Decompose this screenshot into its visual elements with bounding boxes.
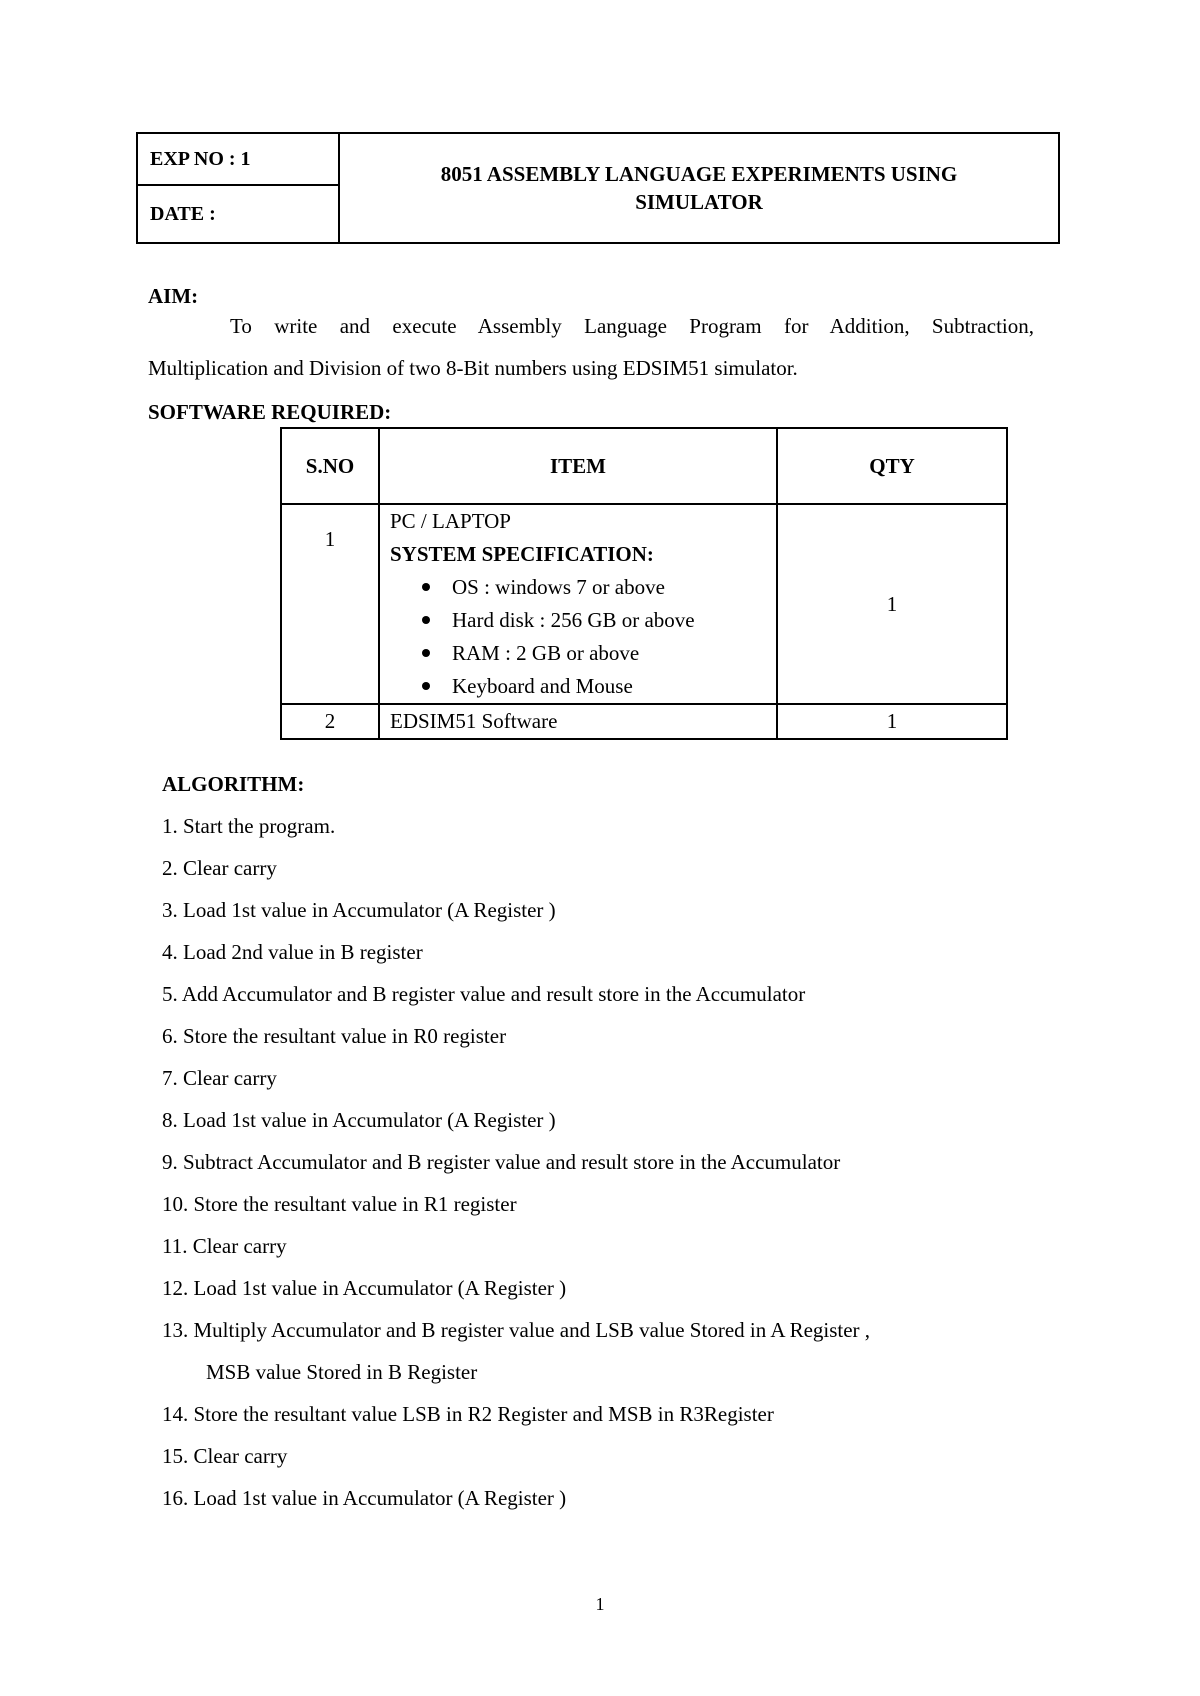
list-item: 8. Load 1st value in Accumulator (A Register ) (162, 1108, 556, 1132)
title-line-2: SIMULATOR (635, 190, 763, 214)
list-item: 12. Load 1st value in Accumulator (A Register ) (162, 1276, 567, 1300)
list-item: 4. Load 2nd value in B register (162, 940, 423, 964)
system-specification-title: SYSTEM SPECIFICATION: (390, 542, 654, 566)
list-item: 15. Clear carry (162, 1444, 288, 1468)
experiment-header (136, 132, 1060, 244)
list-item: 7. Clear carry (162, 1066, 277, 1090)
row-1-item (379, 504, 777, 704)
list-item: 3. Load 1st value in Accumulator (A Register ) (162, 898, 556, 922)
list-item: 5. Add Accumulator and B register value and result store in the Accumulator (162, 982, 806, 1006)
header-left-column (138, 134, 340, 242)
row-2-sno: 2 (281, 704, 379, 739)
list-item: 11. Clear carry (162, 1234, 287, 1258)
list-item: 9. Subtract Accumulator and B register value and result store in the Accumulator (162, 1150, 841, 1174)
experiment-title (340, 134, 1058, 242)
row-1-item-name: PC / LAPTOP (390, 509, 511, 533)
aim-text-line-1 (148, 305, 1034, 347)
list-item: 1. Start the program. (162, 814, 336, 838)
column-header-item: ITEM (379, 428, 777, 504)
table-header-row (281, 428, 1007, 504)
spec-item-keyboard-mouse: Keyboard and Mouse (452, 670, 766, 703)
exp-no-cell: EXP NO : 1 (138, 134, 338, 186)
spec-item-ram: RAM : 2 GB or above (452, 637, 766, 670)
column-header-qty: QTY (777, 428, 1007, 504)
aim-label: AIM: (148, 284, 199, 308)
software-required-label: SOFTWARE REQUIRED: (148, 400, 392, 424)
spec-item-hard-disk: Hard disk : 256 GB or above (452, 604, 766, 637)
spec-list (390, 571, 766, 703)
list-item: 2. Clear carry (162, 856, 277, 880)
row-2-qty: 1 (777, 704, 1007, 739)
list-item: 10. Store the resultant value in R1 register (162, 1192, 517, 1216)
list-item-continuation: MSB value Stored in B Register (206, 1360, 478, 1384)
row-2-item: EDSIM51 Software (379, 704, 777, 739)
algorithm-label: ALGORITHM: (162, 772, 305, 796)
table-row (281, 504, 1007, 704)
aim-line-1-text: To write and execute Assembly Language Program for Addition, Subtraction, (230, 314, 1034, 338)
title-line-1: 8051 ASSEMBLY LANGUAGE EXPERIMENTS USING (440, 162, 958, 186)
page-number: 1 (595, 1594, 605, 1614)
list-item: 14. Store the resultant value LSB in R2 Register and MSB in R3Register (162, 1402, 774, 1426)
list-item: 13. Multiply Accumulator and B register value and LSB value Stored in A Register , (162, 1318, 871, 1342)
spec-item-os: OS : windows 7 or above (452, 571, 766, 604)
software-table (280, 427, 1008, 740)
column-header-sno: S.NO (281, 428, 379, 504)
date-cell: DATE : (150, 202, 216, 225)
list-item: 16. Load 1st value in Accumulator (A Register ) (162, 1486, 567, 1510)
algorithm-steps (162, 805, 870, 1519)
list-item: 6. Store the resultant value in R0 register (162, 1024, 507, 1048)
aim-text-line-2: Multiplication and Division of two 8-Bit numbers using EDSIM51 simulator. (148, 356, 798, 380)
table-row (281, 704, 1007, 739)
row-1-qty: 1 (777, 504, 1007, 704)
row-1-sno: 1 (281, 504, 379, 704)
